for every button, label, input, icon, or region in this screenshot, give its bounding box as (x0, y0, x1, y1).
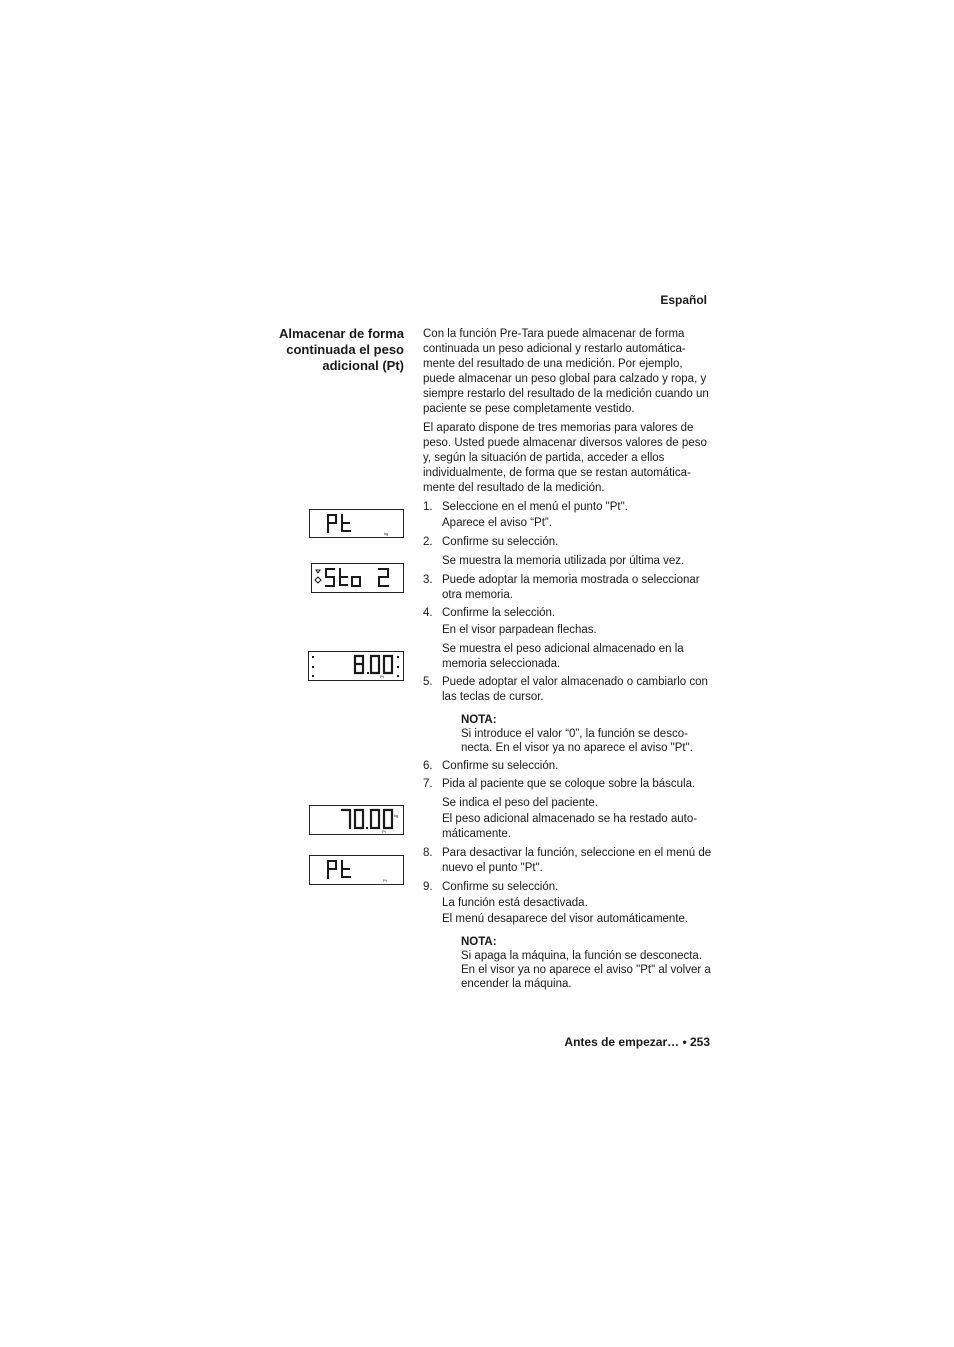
display-pt (309, 509, 404, 538)
section-title: Almacenar de forma continuada el peso adicional (Pt) (279, 326, 404, 373)
step-7-result-2: El peso adicional almacenado se ha restado auto-máticamente. (442, 813, 698, 840)
note-2 (461, 935, 711, 991)
note-1 (461, 713, 711, 755)
svg-text:Pt: Pt (382, 829, 386, 834)
display-sto2-readout (312, 564, 403, 592)
page-footer: Antes de empezar… • 253 (564, 1035, 710, 1049)
display-pt-readout (310, 510, 403, 537)
step-4-result: En el visor parpadean flechas. (442, 624, 597, 636)
display-7000-readout (310, 806, 403, 834)
intro-paragraph-2: El aparato dispone de tres memorias para valores de peso. Usted puede almacenar diversos valores de peso y, según la situación de partida, acceder a ellos individualmente, de forma que se restan automática-mente del resultado de la medición. (423, 422, 707, 494)
display-800-readout (309, 652, 403, 680)
note-text: Si apaga la máquina, la función se desconecta. En el visor ya no aparece el aviso "Pt" al volver a encender la máquina. (461, 950, 711, 990)
display-7000 (309, 805, 404, 835)
intro-paragraph-1: Con la función Pre-Tara puede almacenar de forma continuada un peso adicional y restarlo automática-mente del resultado de una medición. Por ejemplo, puede almacenar un peso global para calzado y ropa, y siempre restarlo del resultado de la medición cuando un paciente se pese completamente vestido. (423, 328, 709, 415)
svg-text:kg: kg (394, 813, 399, 818)
display-pt-off-readout (310, 856, 403, 884)
display-800 (308, 651, 404, 681)
note-title: NOTA: (461, 936, 497, 948)
display-sto2 (311, 563, 404, 593)
svg-text:Pt: Pt (380, 674, 384, 679)
step-1-result: Aparece el aviso “Pt”. (442, 517, 552, 529)
language-label: Español (660, 293, 707, 307)
step-7-result: Se indica el peso del paciente. (442, 797, 598, 809)
svg-text:Pt: Pt (383, 878, 387, 883)
display-pt-off (309, 855, 404, 885)
step-9-result-2: El menú desaparece del visor automáticamente. (442, 913, 689, 925)
step-2-result: Se muestra la memoria utilizada por última vez. (442, 555, 685, 567)
note-title: NOTA: (461, 714, 497, 726)
note-text: Si introduce el valor “0”, la función se desco-necta. En el visor ya no aparece el aviso "Pt". (461, 728, 693, 754)
svg-text:kg: kg (384, 531, 389, 536)
step-9-result: La función está desactivada. (442, 897, 588, 909)
step-4-result-2: Se muestra el peso adicional almacenado en la memoria seleccionada. (442, 643, 684, 670)
